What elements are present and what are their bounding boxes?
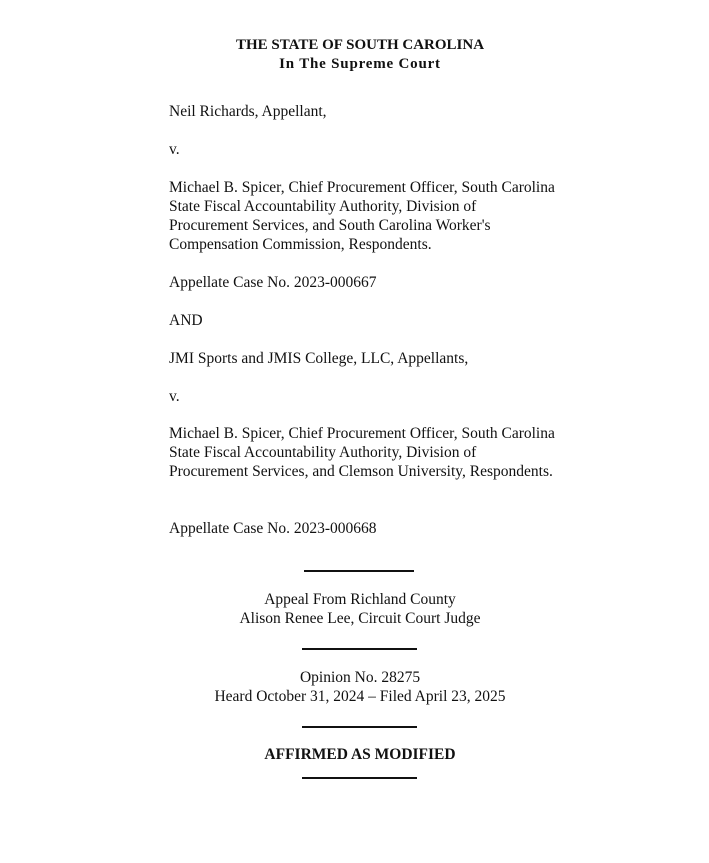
opinion-number: Opinion No. 28275 xyxy=(299,669,421,686)
divider-rule xyxy=(302,777,417,779)
case2-respondents: Michael B. Spicer, Chief Procurement Officer, South Carolina State Fiscal Accountability Authority, Division of Procurement Services, and Clemson University, Respondents. xyxy=(169,425,555,480)
divider-rule xyxy=(302,648,417,650)
divider-rule xyxy=(302,726,417,728)
state-heading: THE STATE OF SOUTH CAROLINA xyxy=(235,37,485,53)
conjunction: AND xyxy=(169,312,203,329)
court-heading: In The Supreme Court xyxy=(279,56,441,72)
case1-versus: v. xyxy=(169,141,180,158)
disposition: AFFIRMED AS MODIFIED xyxy=(264,746,456,763)
case1-case-number: Appellate Case No. 2023-000667 xyxy=(169,274,377,291)
case2-versus: v. xyxy=(169,388,180,405)
case1-respondents: Michael B. Spicer, Chief Procurement Officer, South Carolina State Fiscal Accountability Authority, Division of Procurement Services, and South Carolina Worker's Compensation Commission, Respondents. xyxy=(169,179,555,253)
case1-appellant: Neil Richards, Appellant, xyxy=(169,103,327,120)
heard-filed-dates: Heard October 31, 2024 – Filed April 23, 2025 xyxy=(214,688,506,705)
appeal-from: Appeal From Richland County xyxy=(264,591,456,608)
trial-judge: Alison Renee Lee, Circuit Court Judge xyxy=(239,610,481,627)
case2-case-number: Appellate Case No. 2023-000668 xyxy=(169,520,377,537)
case2-appellant: JMI Sports and JMIS College, LLC, Appellants, xyxy=(169,350,469,367)
divider-rule xyxy=(304,570,414,572)
